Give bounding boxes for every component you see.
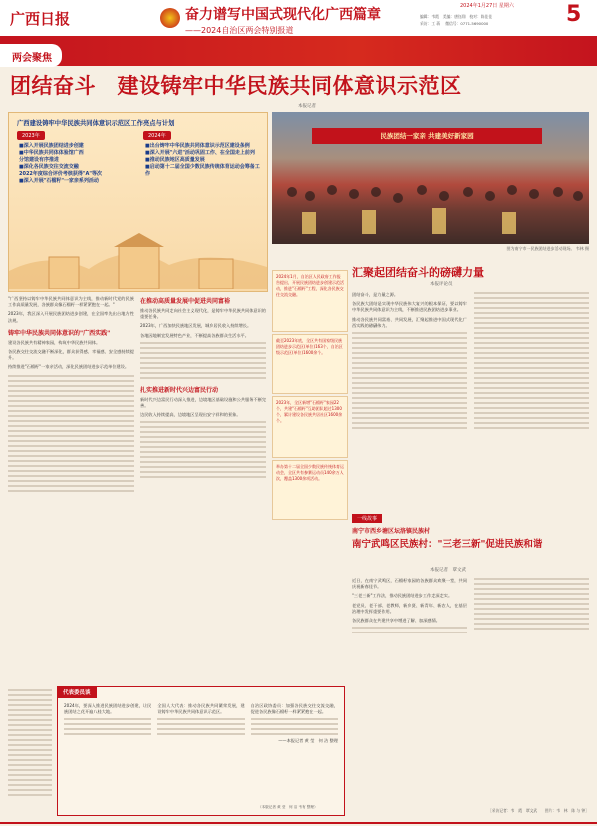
article-heading-3: 铸牢中华民族共同体意识的"广西实践" (8, 329, 111, 337)
paragraph: 团结奋斗，是力量之源。 (352, 292, 399, 297)
masthead-editor: 编辑：韦霞 美编：唐钰翔 校对：陈佳佳 (420, 14, 493, 19)
party-emblem-icon (160, 8, 180, 28)
footer-credits: ［采访记者：韦 霞 覃文武 图片：韦 林 陈 与 钟］ (487, 808, 589, 813)
section-tag: 两会聚焦 (0, 44, 62, 67)
year-2024-badge: 2024年 (143, 131, 171, 140)
year-2023-badge: 2023年 (17, 131, 45, 140)
paragraph: 各地因地制宜发展特色产业，不断提高各族群众生活水平。 (140, 332, 249, 338)
paragraph: 建设各民族共有精神家园，构筑中华民族共同体。 (8, 339, 101, 345)
infographic-subheadline: 广西建设铸牢中华民族共同体意识示范区工作亮点与计划 (17, 120, 175, 127)
newspaper-logo: 广西日报 (10, 10, 71, 28)
main-byline: 本报记者 (298, 104, 316, 109)
community-subheadline: 南宁市西乡塘区坛洛镇民族村 (352, 528, 431, 535)
list-item: ■推动民族地区高质量发展 (145, 157, 205, 163)
page-number: 5 (566, 2, 582, 27)
masthead (0, 0, 597, 38)
event-photo (272, 112, 589, 244)
paragraph: 2024年，要深入推进民族团结进步创建，让民族团结之花开遍八桂大地。 (64, 703, 152, 715)
masthead-editor-2: 采访：工 蒋 微信号：0771-5690000 (420, 21, 489, 26)
right-story-title: 汇聚起团结奋斗的磅礴力量 (352, 266, 484, 279)
list-item: ■启动第十二届全国少数民族传统体育运动会筹备工作 (145, 164, 260, 177)
photo-caption: 图为南宁市一民族团结进步活动现场。 韦林 摄 (506, 246, 589, 251)
list-item: ■出台铸牢中华民族共同体意识示范区建设条例 (145, 143, 250, 149)
photo-banner: 民族团结一家亲 共建美好新家园 (312, 128, 542, 144)
paragraph: 新时代兴边富民行动深入推进，边境地区基础设施和公共服务不断完善。 (140, 396, 266, 409)
list-item: ■深化各民族交往交流交融 (19, 164, 79, 170)
section-banner (0, 36, 597, 66)
bullets-2023-list (19, 143, 139, 185)
paragraph: 各民族大团结是实现中华民族伟大复兴的根本保证，要以铸牢中华民族共同体意识为主线，不断推进民族团结进步事业。 (352, 301, 467, 313)
stat-box: 2023年，全区新增"石榴籽"家园22个，共建"石榴籽"互助团队超过1300个，累计建设各民族共居社区1600余个。 (272, 396, 348, 458)
stat-box: 截至2023年底，全区共有国家级民族团结进步示范区(单位)163个，自治区级示范区(单位)1600余个。 (272, 334, 348, 394)
paragraph: 2023年，我区深入开展民族团结进步创建，在全国率先出台地方性法规。 (8, 311, 134, 323)
building-illustration (9, 231, 267, 289)
paragraph: 2023年，广西加快民族地区发展，城乡居民收入持续增长。 (140, 323, 252, 329)
paragraph: 推动各民族共同走向社会主义现代化，是铸牢中华民族共同体意识的重要任务。 (140, 308, 266, 320)
community-headline: 南宁武鸣区民族村："三老三新"促进民族和谐 (352, 539, 543, 550)
paragraph: 全国人大代表：推动各民族共同繁荣发展，建设铸牢中华民族共同体意识示范区。 (157, 703, 245, 715)
paragraph: 老党员、老干部、老教师，新乡贤、新青年、新农人，在基层治理中发挥重要作用。 (352, 602, 467, 614)
paragraph: ——本报记者 黄 莹 何 洁 整理 (278, 738, 338, 744)
list-item: 2022年度综合评价考核获得"A"等次 (19, 171, 102, 177)
list-item: ■深入开展"六进"活动巩固工作、在全国走上前列 (145, 150, 255, 156)
masthead-headline: 奋力谱写中国式现代化广西篇章 ——2024自治区两会特别报道 (185, 7, 381, 35)
right-story-byline: 本报评论员 (430, 282, 453, 287)
commentary-footnote: （本版记者 黄 莹 何 洁 韦有 整理） (258, 805, 318, 809)
left-bottom-column (8, 686, 52, 814)
article-column-1 (8, 296, 134, 495)
paragraph: 自治区政协委员：加强各民族交往交流交融，促进各民族像石榴籽一样紧紧抱在一起。 (250, 703, 338, 715)
paragraph: "广西坚持以铸牢中华民族共同体意识为主线，推动新时代党的民族工作高质量发展，各族群众像石榴籽一样紧紧抱在一起。" (8, 296, 134, 308)
page-bottom-rule (0, 822, 597, 824)
paragraph: 边民收入持续提高，边境地区呈现出安宁祥和的景象。 (140, 412, 241, 418)
community-byline: 本报记者 覃文武 (430, 568, 466, 573)
stat-box: 举办第十二届全国少数民族传统体育运动会，全区共有参赛运动员140余万人次，覆盖1300余项活动。 (272, 460, 348, 520)
commentary-box (57, 686, 345, 816)
list-item: ■深入开展民族团结进步创建 (19, 143, 84, 149)
paragraph: 推动各民族共同富裕、共同发展，汇聚起推进中国式现代化广西实践的磅礴伟力。 (352, 316, 467, 328)
filler-lines (8, 375, 134, 492)
filler-lines (140, 421, 266, 478)
paragraph: 各民族交往交流交融不断深化，群众获得感、幸福感、安全感持续提升。 (8, 349, 134, 361)
paragraph: 持续推进"石榴籽"一家亲活动，深化民族团结进步示范单位建设。 (8, 364, 130, 370)
commentary-body (64, 703, 338, 801)
bullets-2024-list (145, 143, 263, 178)
community-tag: 一线故事 (352, 514, 382, 523)
paragraph: 近日，在南宁武鸣区，石榴籽家园的各族群众欢聚一堂，共同庆祝新春佳节。 (352, 578, 467, 590)
commentary-tag: 代表委员谈 (57, 686, 97, 698)
right-story-body (352, 292, 589, 508)
list-item: 分馆建设有序推进 (19, 157, 60, 163)
infographic-panel (8, 112, 268, 292)
article-heading-2: 扎实推进新时代兴边富民行动 (140, 386, 219, 394)
filler-lines (140, 342, 266, 379)
masthead-date: 2024年1月27日 星期六 (460, 3, 514, 9)
article-heading-1: 在推动高质量发展中促进共同富裕 (140, 298, 231, 305)
list-item: ■深入开展"石榴籽"一家亲系列活动 (19, 178, 99, 184)
stat-box: 2024年1月，自治区人民政府工作报告提出，开展民族团结进步创建示范活动，推进"石榴籽"工程，深化各民族交往交流交融。 (272, 270, 348, 332)
list-item: ■中华民族共同体体验馆广西 (19, 150, 84, 156)
paragraph: 各民族群众在共建共享中增进了解、加深感情。 (352, 618, 440, 624)
article-column-2 (140, 296, 266, 481)
main-title: 团结奋斗 建设铸牢中华民族共同体意识示范区 (10, 73, 462, 98)
community-body (352, 578, 589, 682)
paragraph: "三老三新"工作法，推动民族团结进步工作走深走实。 (352, 593, 453, 599)
